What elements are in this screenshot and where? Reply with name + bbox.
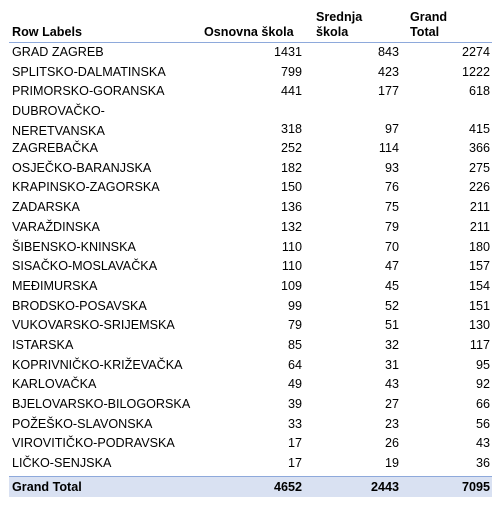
cell-srednja: 114 [378, 141, 399, 156]
table-row[interactable] [9, 395, 492, 415]
cell-osnovna: 17 [287, 456, 302, 471]
header-srednja-line1: Srednja [316, 10, 363, 24]
table-row[interactable] [9, 63, 492, 83]
cell-osnovna: 441 [280, 84, 302, 99]
grand-total-label: Grand Total [12, 479, 82, 494]
cell-osnovna: 17 [287, 436, 302, 451]
cell-srednja: 423 [377, 64, 399, 79]
cell-osnovna: 99 [287, 298, 302, 313]
row-label: KRAPINSKO-ZAGORSKA [12, 180, 160, 195]
row-label: POŽEŠKO-SLAVONSKA [12, 416, 153, 431]
grand-total-srednja: 2443 [370, 479, 399, 494]
cell-grand-total: 366 [468, 141, 490, 156]
cell-grand-total: 43 [475, 436, 490, 451]
table-row[interactable] [9, 238, 492, 258]
row-label [12, 102, 105, 141]
cell-srednja: 51 [384, 318, 399, 333]
row-label: MEĐIMURSKA [12, 278, 98, 293]
grand-total-row[interactable] [9, 476, 492, 497]
cell-grand-total: 180 [468, 239, 490, 254]
grand-total-osnovna: 4652 [273, 479, 302, 494]
row-label: OSJEČKO-BARANJSKA [12, 160, 152, 175]
cell-grand-total: 275 [468, 160, 490, 175]
table-row[interactable] [9, 139, 492, 159]
row-label: KARLOVAČKA [12, 377, 97, 392]
cell-srednja: 26 [384, 436, 399, 451]
cell-srednja: 52 [384, 298, 399, 313]
table-row[interactable] [9, 159, 492, 179]
cell-srednja: 43 [384, 377, 399, 392]
header-row-labels[interactable]: Row Labels [12, 25, 82, 39]
table-row[interactable] [9, 82, 492, 102]
cell-srednja: 31 [384, 357, 399, 372]
header-grand-total[interactable] [410, 10, 480, 40]
table-row[interactable] [9, 198, 492, 218]
row-label: SISAČKO-MOSLAVAČKA [12, 259, 158, 274]
cell-srednja: 23 [384, 416, 399, 431]
cell-osnovna: 79 [287, 318, 302, 333]
row-label-line1: DUBROVAČKO- [12, 104, 105, 119]
cell-osnovna: 150 [280, 180, 302, 195]
cell-grand-total: 36 [475, 456, 490, 471]
cell-srednja: 47 [384, 259, 399, 274]
cell-grand-total: 154 [468, 278, 490, 293]
cell-osnovna: 64 [287, 357, 302, 372]
cell-grand-total: 415 [468, 122, 490, 137]
cell-srednja: 75 [384, 200, 399, 215]
cell-osnovna: 85 [287, 337, 302, 352]
table-row[interactable] [9, 218, 492, 238]
header-srednja-skola[interactable] [316, 10, 396, 40]
cell-srednja: 70 [384, 239, 399, 254]
pivot-table [9, 0, 492, 497]
cell-grand-total: 95 [475, 357, 490, 372]
row-label: VIROVITIČKO-PODRAVSKA [12, 436, 175, 451]
table-row[interactable] [9, 415, 492, 435]
table-row[interactable] [9, 43, 492, 63]
cell-srednja: 93 [384, 160, 399, 175]
table-header [9, 0, 492, 43]
header-osnovna-skola[interactable]: Osnovna škola [204, 25, 294, 39]
table-row[interactable] [9, 434, 492, 454]
cell-osnovna: 799 [280, 64, 302, 79]
cell-grand-total: 226 [468, 180, 490, 195]
cell-grand-total: 66 [475, 397, 490, 411]
cell-grand-total: 157 [468, 259, 490, 274]
cell-grand-total: 2274 [461, 45, 490, 59]
row-label-line2: NERETVANSKA [12, 123, 105, 138]
row-label: KOPRIVNIČKO-KRIŽEVAČKA [12, 357, 183, 372]
cell-grand-total: 211 [469, 219, 490, 234]
table-row[interactable] [9, 316, 492, 336]
cell-grand-total: 56 [475, 416, 490, 431]
table-row[interactable] [9, 375, 492, 395]
cell-srednja: 32 [384, 337, 399, 352]
cell-osnovna: 136 [280, 200, 302, 215]
header-srednja-line2: škola [316, 25, 349, 39]
row-label: ZAGREBAČKA [12, 141, 99, 156]
cell-srednja: 19 [384, 456, 399, 471]
table-row[interactable] [9, 102, 492, 139]
table-row[interactable] [9, 454, 492, 474]
table-row[interactable] [9, 356, 492, 376]
row-label: VARAŽDINSKA [12, 219, 100, 234]
cell-grand-total: 211 [469, 200, 490, 215]
cell-osnovna: 1431 [273, 45, 302, 59]
row-label: PRIMORSKO-GORANSKA [12, 84, 165, 99]
row-label: SPLITSKO-DALMATINSKA [12, 64, 166, 79]
table-row[interactable] [9, 336, 492, 356]
cell-osnovna: 110 [281, 239, 302, 254]
cell-osnovna: 33 [287, 416, 302, 431]
row-label: BRODSKO-POSAVSKA [12, 298, 147, 313]
cell-srednja: 843 [377, 45, 399, 59]
cell-grand-total: 1222 [461, 64, 490, 79]
row-label: BJELOVARSKO-BILOGORSKA [12, 397, 191, 411]
table-row[interactable] [9, 257, 492, 277]
header-grand-line1: Grand [410, 10, 448, 24]
cell-srednja: 177 [377, 84, 399, 99]
row-label: VUKOVARSKO-SRIJEMSKA [12, 318, 175, 333]
cell-osnovna: 109 [280, 278, 302, 293]
cell-grand-total: 618 [468, 84, 490, 99]
cell-osnovna: 132 [280, 219, 302, 234]
cell-osnovna: 110 [281, 259, 302, 274]
row-label: GRAD ZAGREB [12, 45, 104, 59]
cell-srednja: 45 [384, 278, 399, 293]
cell-srednja: 27 [384, 397, 399, 411]
row-label: ISTARSKA [12, 337, 74, 352]
cell-grand-total: 130 [468, 318, 490, 333]
cell-grand-total: 92 [475, 377, 490, 392]
cell-osnovna: 39 [287, 397, 302, 411]
cell-srednja: 79 [384, 219, 399, 234]
cell-osnovna: 182 [280, 160, 302, 175]
cell-osnovna: 49 [287, 377, 302, 392]
cell-osnovna: 252 [280, 141, 302, 156]
table-row[interactable] [9, 277, 492, 297]
row-label: LIČKO-SENJSKA [12, 456, 112, 471]
cell-grand-total: 117 [469, 337, 490, 352]
table-body [9, 43, 492, 474]
row-label: ZADARSKA [12, 200, 80, 215]
table-row[interactable] [9, 297, 492, 317]
cell-srednja: 97 [384, 122, 399, 137]
grand-total-value: 7095 [461, 479, 490, 494]
cell-osnovna: 318 [280, 122, 302, 137]
cell-grand-total: 151 [468, 298, 490, 313]
header-grand-line2: Total [410, 25, 440, 39]
row-label: ŠIBENSKO-KNINSKA [12, 239, 136, 254]
table-row[interactable] [9, 178, 492, 198]
cell-srednja: 76 [384, 180, 399, 195]
